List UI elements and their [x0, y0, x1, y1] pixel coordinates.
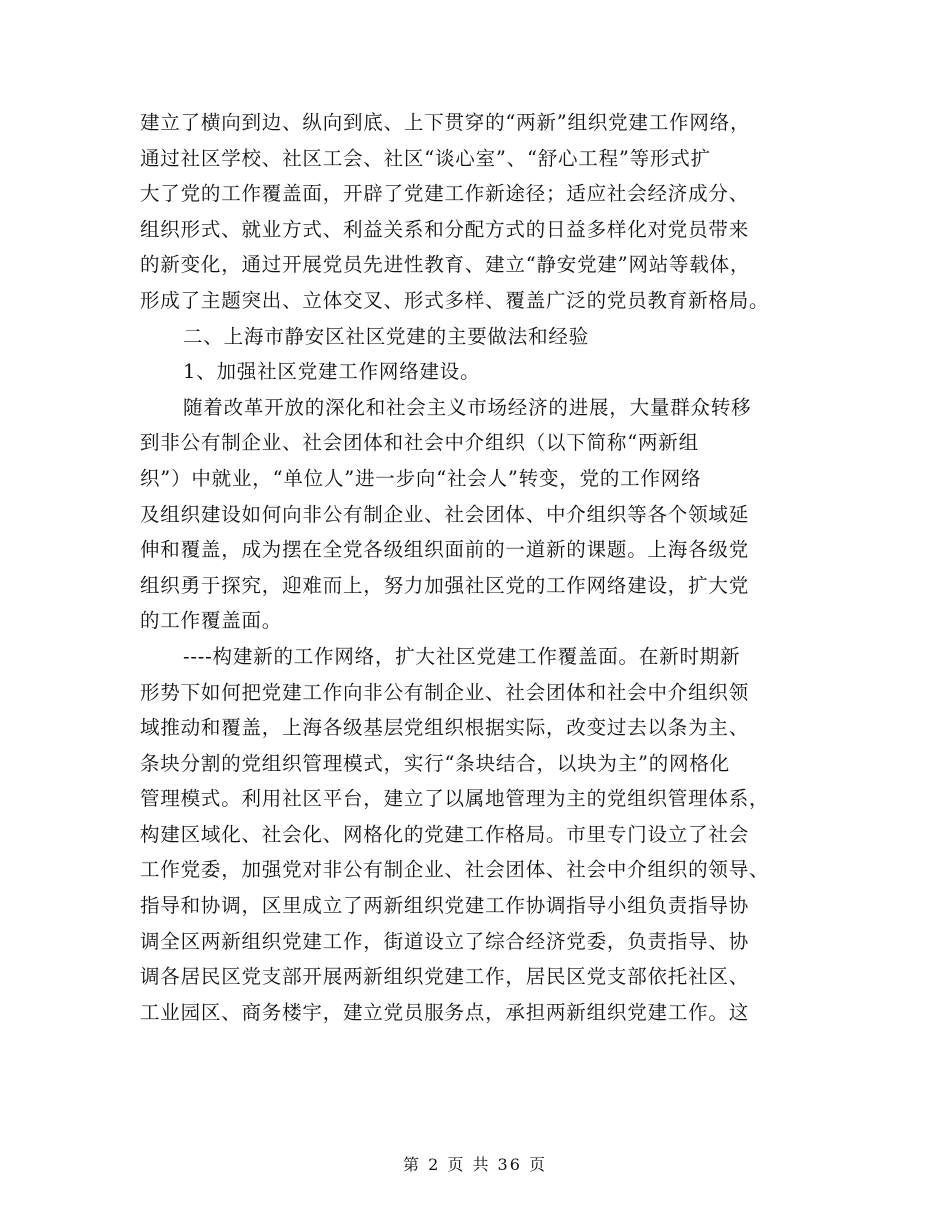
text-line: 调全区两新组织党建工作，街道设立了综合经济党委，负责指导、协 — [140, 929, 750, 953]
document-body — [140, 105, 820, 1030]
text-line: 通过社区学校、社区工会、社区“谈心室”、“舒心工程”等形式扩 — [140, 146, 711, 170]
text-line: 工作党委，加强党对非公有制企业、社会团体、社会中介组织的领导、 — [140, 858, 770, 882]
text-line: 伸和覆盖，成为摆在全党各级组织面前的一道新的课题。上海各级党 — [140, 538, 750, 562]
text-line: 大了党的工作覆盖面，开辟了党建工作新途径；适应社会经济成分、 — [140, 182, 750, 206]
text-line: 指导和协调，区里成立了两新组织党建工作协调指导小组负责指导协 — [140, 894, 750, 918]
text-line: ----构建新的工作网络，扩大社区党建工作覆盖面。在新时期新 — [183, 644, 741, 668]
text-line: 形成了主题突出、立体交叉、形式多样、覆盖广泛的党员教育新格局。 — [140, 288, 770, 312]
text-line: 到非公有制企业、社会团体和社会中介组织（以下简称“两新组 — [140, 431, 699, 455]
text-line: 构建区域化、社会化、网格化的党建工作格局。市里专门设立了社会 — [140, 822, 750, 846]
text-line: 建立了横向到边、纵向到底、上下贯穿的“两新”组织党建工作网络， — [140, 111, 751, 134]
text-line: 织”）中就业，“单位人”进一步向“社会人”转变，党的工作网络 — [140, 466, 702, 490]
page-number-footer: 第 2 页 共 36 页 — [403, 1155, 547, 1174]
text-line: 的工作覆盖面。 — [140, 609, 283, 633]
text-line: 组织形式、就业方式、利益关系和分配方式的日益多样化对党员带来 — [140, 217, 750, 241]
text-line: 域推动和覆盖，上海各级基层党组织根据实际，改变过去以条为主、 — [140, 716, 750, 740]
text-line: 组织勇于探究，迎难而上，努力加强社区党的工作网络建设，扩大党 — [140, 573, 750, 597]
text-line: 及组织建设如何向非公有制企业、社会团体、中介组织等各个领域延 — [140, 502, 750, 526]
text-line: 的新变化，通过开展党员先进性教育、建立“静安党建”网站等载体， — [140, 253, 751, 277]
text-line: 调各居民区党支部开展两新组织党建工作，居民区党支部依托社区、 — [140, 965, 750, 989]
subsection-heading: 1、加强社区党建工作网络建设。 — [183, 360, 481, 384]
text-line: 形势下如何把党建工作向非公有制企业、社会团体和社会中介组织领 — [140, 680, 750, 704]
text-line: 条块分割的党组织管理模式，实行“条块结合，以块为主”的网格化 — [140, 751, 730, 775]
text-line: 工业园区、商务楼宇，建立党员服务点，承担两新组织党建工作。这 — [140, 1000, 750, 1024]
section-heading: 二、上海市静安区社区党建的主要做法和经验 — [183, 324, 590, 348]
text-line: 管理模式。利用社区平台，建立了以属地管理为主的党组织管理体系， — [140, 787, 770, 811]
text-line: 随着改革开放的深化和社会主义市场经济的进展，大量群众转移 — [183, 395, 752, 419]
